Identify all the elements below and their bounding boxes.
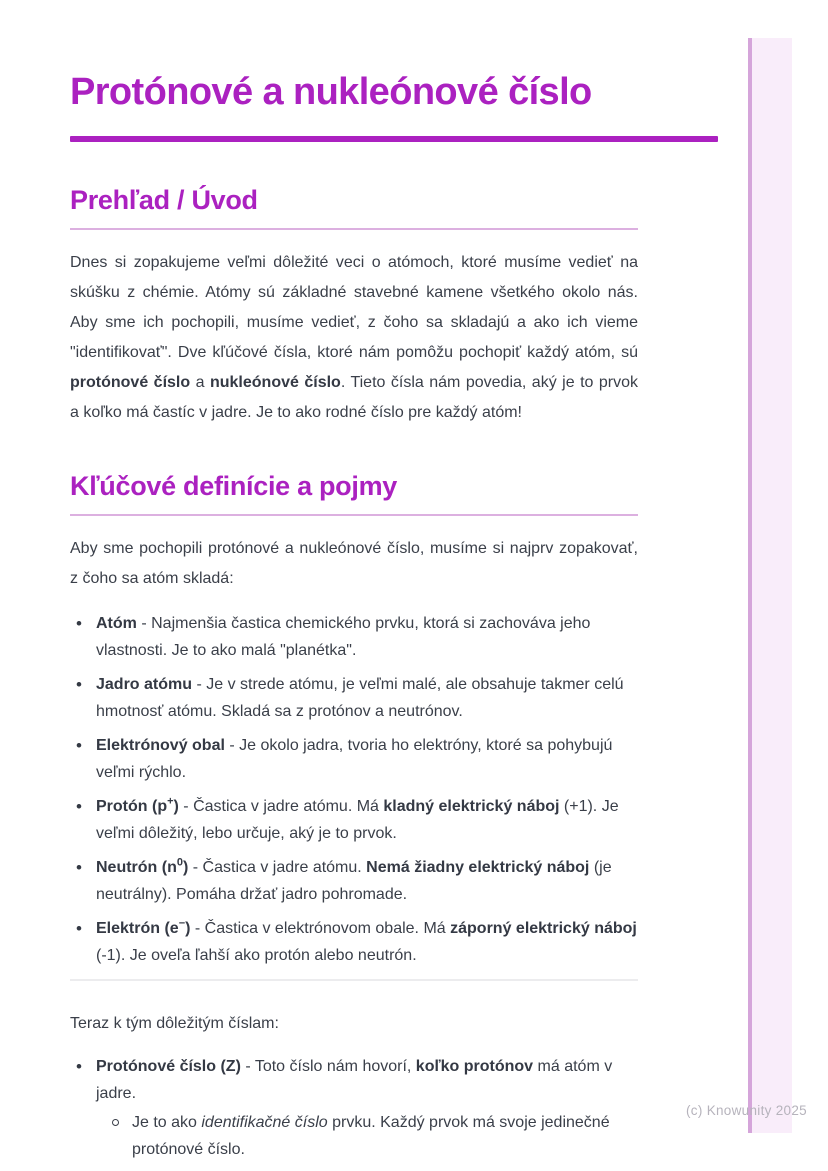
- list-item: [70, 610, 638, 664]
- heading-underline: [70, 514, 638, 516]
- bold-term: nukleónové číslo: [209, 374, 341, 391]
- bold-term: [96, 795, 179, 815]
- text-run: ): [173, 798, 179, 815]
- superscript: −: [178, 917, 186, 930]
- bold-term: protónové číslo: [70, 374, 191, 391]
- list-item: [70, 1053, 638, 1163]
- numbers-list: [70, 1053, 638, 1163]
- bold-term: kladný elektrický náboj: [383, 798, 560, 815]
- section-divider: [70, 979, 638, 981]
- list-item: [70, 854, 638, 908]
- list-item: [70, 671, 638, 725]
- bold-term: záporný elektrický náboj: [450, 920, 637, 937]
- bold-term: [96, 917, 191, 937]
- text-run: Je to ako: [132, 1114, 202, 1131]
- title-divider: [70, 136, 718, 142]
- list-item: [70, 915, 638, 969]
- text-run: Neutrón (n: [96, 859, 177, 876]
- text-run: - Toto číslo nám hovorí,: [240, 1058, 416, 1075]
- text-run: - Najmenšia častica chemického prvku, ktorá si zachováva jeho vlastnosti. Je to ako malá "planétka".: [96, 615, 591, 659]
- text-run: ): [183, 859, 189, 876]
- text-run: - Je okolo jadra, tvoria ho elektróny, ktoré sa pohybujú veľmi rýchlo.: [96, 737, 613, 781]
- text-run: Protón (p: [96, 798, 168, 815]
- definitions-list: [70, 610, 638, 969]
- overview-paragraph: [70, 248, 638, 428]
- bold-term: Protónové číslo (Z): [96, 1058, 241, 1075]
- page-title: Protónové a nukleónové číslo: [70, 71, 592, 113]
- sub-list: [104, 1109, 638, 1163]
- heading-underline: [70, 228, 638, 230]
- list-item: [70, 732, 638, 786]
- text-run: . Tieto čísla nám povedia, aký je to prvok a koľko má častíc v jadre. Je to ako rodné číslo pre každý atóm!: [70, 374, 639, 421]
- text-run: Elektrón (e: [96, 920, 179, 937]
- section-heading-definitions: Kľúčové definície a pojmy: [70, 471, 397, 501]
- page-edge-stripe: [748, 38, 792, 1133]
- text-run: a: [190, 374, 210, 391]
- text-run: (je neutrálny). Pomáha držať jadro pohromade.: [96, 859, 612, 903]
- italic-term: identifikačné číslo: [201, 1114, 328, 1131]
- bold-term: Atóm: [96, 615, 137, 632]
- superscript: 0: [176, 856, 183, 869]
- text-run: Dnes si zopakujeme veľmi dôležité veci o atómoch, ktoré musíme vedieť na skúšku z chémie. Atómy sú základné stavebné kamene všetkého okolo nás. Aby sme ich pochopili, musíme vedieť, z čoho sa skladajú a ako ich vieme "identifikovať". Dve kľúčové čísla, ktoré nám pomôžu pochopiť každý atóm, sú: [70, 254, 638, 361]
- text-run: - Častica v jadre atómu. Má: [178, 798, 384, 815]
- list-item: [70, 793, 638, 847]
- bold-term: Nemá žiadny elektrický náboj: [366, 859, 590, 876]
- text-run: - Častica v jadre atómu.: [188, 859, 367, 876]
- text-run: (-1). Je oveľa ľahší ako protón alebo neutrón.: [96, 947, 417, 964]
- superscript: +: [167, 795, 174, 808]
- sub-list-item: [104, 1109, 638, 1163]
- bold-term: koľko protónov: [415, 1058, 534, 1075]
- text-run: - Častica v elektrónovom obale. Má: [190, 920, 451, 937]
- document-content: [70, 66, 638, 1170]
- numbers-note: Teraz k tým dôležitým číslam:: [70, 1015, 279, 1032]
- watermark: (c) Knowunity 2025: [686, 1103, 807, 1118]
- text-run: ): [185, 920, 191, 937]
- text-run: má atóm v jadre.: [96, 1058, 613, 1102]
- text-run: - Je v strede atómu, je veľmi malé, ale obsahuje takmer celú hmotnosť atómu. Skladá sa z protónov a neutrónov.: [96, 676, 624, 720]
- section-heading-overview: Prehľad / Úvod: [70, 185, 258, 215]
- text-run: prvku. Každý prvok má svoje jedinečné protónové číslo.: [132, 1114, 610, 1158]
- definitions-intro: Aby sme pochopili protónové a nukleónové číslo, musíme si najprv zopakovať, z čoho sa atóm skladá:: [70, 540, 638, 587]
- bold-term: [96, 856, 189, 876]
- text-run: (+1). Je veľmi dôležitý, lebo určuje, aký je to prvok.: [96, 798, 619, 842]
- bold-term: Elektrónový obal: [96, 737, 225, 754]
- bold-term: Jadro atómu: [96, 676, 193, 693]
